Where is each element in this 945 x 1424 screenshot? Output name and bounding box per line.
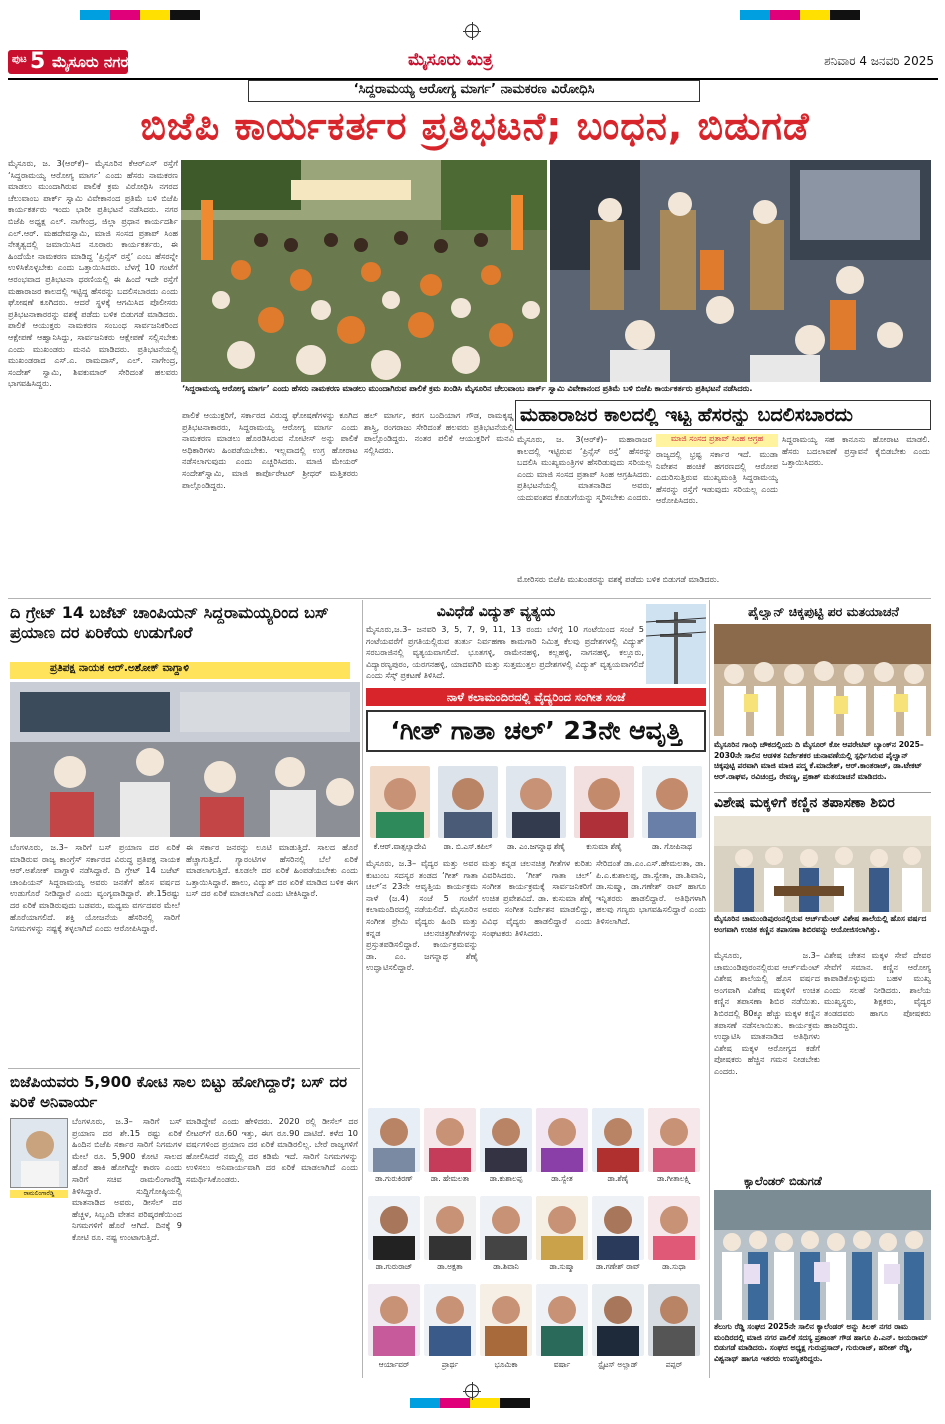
portrait-row4-3 (480, 1284, 532, 1356)
portrait-row4-2 (424, 1284, 476, 1356)
eye-body-1: ಮೈಸೂರು, ಜ.3– ಚಾಮುಂಡಿಪುರಂನಲ್ಲಿರುವ ಆರ್ಚ್‌ಮೆಂಟ್ ವಿಶೇಷ ಶಾಲೆಯಲ್ಲಿ ಹೊಸ ವರ್ಷದ ಅಂಗವಾಗಿ ವಿಶೇಷ ಮಕ್ಕಳಿಗೆ ಉಚಿತ ಕಣ್ಣಿನ ತಪಾಸಣಾ ಶಿಬಿರ ನಡೆಯಿತು. ಶಿಬಿರದಲ್ಲಿ 80ಕ್ಕೂ ಹೆಚ್ಚು ಮಕ್ಕಳ ಕಣ್ಣಿನ ತಪಾಸಣೆ ನಡೆಸಲಾಯಿತು. ಕಾರ್ಯಕ್ರಮ ಉದ್ಘಾಟಿಸಿ ಮಾತನಾಡಿದ ಅತಿಥಿಗಳು ವಿಶೇಷ ಮಕ್ಕಳ ಆರೋಗ್ಯದ ಕಡೆಗೆ ಪೋಷಕರು ಹೆಚ್ಚಿನ ಗಮನ ನೀಡಬೇಕು ಎಂದರು. (714, 950, 820, 1076)
portrait-row4-5 (592, 1284, 644, 1356)
page-number: 5 (30, 49, 46, 74)
portrait-row3-name-6: ಡಾ.ಸುಧಾ (662, 1262, 686, 1271)
eye-checkup-photo (714, 816, 931, 912)
bus-body-1: ಬೆಂಗಳೂರು, ಜ.3– ಸಾರಿಗೆ ಬಸ್ ಪ್ರಯಾಣ ದರ ಏರಿಕೆ ಮಾಡಿರುವ ರಾಜ್ಯ ಕಾಂಗ್ರೆಸ್ ಸರ್ಕಾರದ ವಿರುದ್ಧ ಪ್ರತಿಪಕ್ಷ ನಾಯಕ ಆರ್.ಅಶೋಕ್ ವಾಗ್ದಾಳಿ ನಡೆಸಿದ್ದಾರೆ. ದಿ ಗ್ರೇಟ್ 14 ಬಜೆಟ್ ಚಾಂಪಿಯನ್ ಸಿದ್ದರಾಮಯ್ಯ ಅವರು ಜನತೆಗೆ ಹೊಸ ವರ್ಷದ ಉಡುಗೊರೆ ನೀಡಿದ್ದಾರೆ ಎಂದು ವ್ಯಂಗ್ಯವಾಡಿದ್ದಾರೆ. ಶೇ.15ರಷ್ಟು ದರ ಏರಿಕೆ ಮಾಡಿರುವುದು ಬಡವರು, ಮಧ್ಯಮ ವರ್ಗದವರ ಮೇಲೆ ಹೊರೆಯಾಗಲಿದೆ. ಶಕ್ತಿ ಯೋಜನೆಯ ಹೆಸರಿನಲ್ಲಿ ಸಾರಿಗೆ ನಿಗಮಗಳನ್ನು ನಷ್ಟಕ್ಕೆ ತಳ್ಳಲಾಗಿದೆ ಎಂದು ಆರೋಪಿಸಿದ್ದಾರೆ. (10, 842, 180, 934)
police-detention-photo (550, 160, 931, 382)
portrait-row3-5 (592, 1196, 644, 1260)
color-bar-bottom (410, 1398, 530, 1408)
portrait-row4-6 (648, 1284, 700, 1356)
portrait-row2-name-2: ಡಾ. ಹೇಮಲತಾ (430, 1174, 470, 1183)
calendar-headline: ಕ್ಯಾಲೆಂಡರ್ ಬಿಡುಗಡೆ (744, 1174, 822, 1188)
portrait-row3-name-2: ಡಾ.ಅಕ್ಷತಾ (437, 1262, 463, 1271)
concert-kicker: ನಾಳೆ ಕಲಾಮಂದಿರದಲ್ಲಿ ವೈದ್ಯರಿಂದ ಸಂಗೀತ ಸಂಜೆ (366, 688, 706, 706)
campaign-group-photo (714, 624, 931, 736)
concert-portraits-row1 (366, 756, 706, 856)
portrait-4 (574, 766, 634, 838)
portrait-1 (370, 766, 430, 838)
color-bar-top-left (80, 10, 200, 20)
horizontal-divider (8, 598, 931, 599)
registration-mark-top (465, 24, 479, 38)
portrait-row4-4 (536, 1284, 588, 1356)
column-divider-left (362, 600, 363, 1378)
power-line-photo (646, 604, 706, 684)
lead-photo-caption: ‘ಸಿದ್ದರಾಮಯ್ಯ ಆರೋಗ್ಯ ಮಾರ್ಗ’ ಎಂದು ಹೆಸರು ನಾಮಕರಣ ಮಾಡಲು ಮುಂದಾಗಿರುವ ಪಾಲಿಕೆ ಕ್ರಮ ಖಂಡಿಸಿ ಮೈಸೂರಿನ ಚೆಲುವಾಂಬ ಪಾರ್ಕ್ ಸ್ವಾಮಿ ವಿವೇಕಾನಂದ ಪ್ರತಿಮೆ ಬಳಿ ಬಿಜೆಪಿ ಕಾರ್ಯಕರ್ತರು ಪ್ರತಿಭಟನೆ ನಡೆಸಿದರು. (182, 384, 753, 393)
column-divider-right (709, 600, 710, 1378)
maharaja-tail: ಮೋರಿಸರು ಬಿಜೆಪಿ ಮುಖಂಡರನ್ನು ವಶಕ್ಕೆ ಪಡೆದು ಬಳಿಕ ಬಿಡುಗಡೆ ಮಾಡಿದರು. (517, 574, 720, 584)
power-body: ಮೈಸೂರು,ಜ.3– ಜನವರಿ 3, 5, 7, 9, 11, 13 ರಂದು ಬೆಳಿಗ್ಗೆ 10 ಗಂಟೆಯಿಂದ ಸಂಜೆ 5 ಗಂಟೆಯವರೆಗೆ ಪ್ರಗತಿಯಲ್ಲಿರುವ ತುರ್ತು ನಿರ್ವಹಣಾ ಕಾಮಗಾರಿ ನಿಮಿತ್ತ ಕೆಲವು ಪ್ರದೇಶಗಳಲ್ಲಿ ವಿದ್ಯುತ್ ಸರಬರಾಜಿನಲ್ಲಿ ವ್ಯತ್ಯಯವಾಗಲಿದೆ. ಭೂತಗಳ್ಳಿ, ರಾಮೇನಹಳ್ಳಿ, ಕಲ್ಲಹಳ್ಳಿ, ನಾಗನಹಳ್ಳಿ, ಕಲ್ಲೂರು, ವಿದ್ಯಾರಣ್ಯಪುರಂ, ಯರಗನಹಳ್ಳಿ, ಯಾದವಗಿರಿ ಮತ್ತು ಸುತ್ತಮುತ್ತಲ ಪ್ರದೇಶಗಳಲ್ಲಿ ವಿದ್ಯುತ್ ವ್ಯತ್ಯಯವಾಗಲಿದೆ ಎಂದು ಸೆಸ್ಕ್ ಪ್ರಕಟಣೆ ತಿಳಿಸಿದೆ. (366, 624, 644, 681)
bus-headline: ದಿ ಗ್ರೇಟ್ 14 ಬಜೆಟ್ ಚಾಂಪಿಯನ್ ಸಿದ್ದರಾಮಯ್ಯರಿಂದ ಬಸ್ ಪ್ರಯಾಣ ದರ ಏರಿಕೆಯ ಉಡುಗೊರೆ (10, 603, 329, 642)
portrait-row4-name-6: ಪಪ್ಪರ್ (665, 1360, 683, 1369)
concert-body-2: ಮತ್ತು ಕನ್ನಡ ಚಲನಚಿತ್ರ ಗೀತೆಗಳ ಕುರಿತು ವಿವರಿಸಿದರು. ‘ಗೀತ್ ಗಾತಾ ಚಲ್’ ಸಂಗೀತ ಕಾರ್ಯಕ್ರಮಕ್ಕೆ ಸಾರ್ವಜನಿಕರಿಗೆ ಉಚಿತ ಪ್ರವೇಶವಿದೆ. ಡಾ. ಕುಸುಮಾ ಶೆಣೈ ಅವರು ಸಂಗೀತ ನಿರ್ದೇಶನ ಮಾಡಲಿದ್ದು, ವಿವಿಧ ವೈದ್ಯರು ಹಾಡಲಿದ್ದಾರೆ ಎಂದು ಸಂಘಟಕರು ತಿಳಿಸಿದರು. (482, 858, 592, 938)
portrait-row3-4 (536, 1196, 588, 1260)
loan-body-1: ಬೆಂಗಳೂರು, ಜ.3– ಸಾರಿಗೆ ಬಸ್ ಪ್ರಯಾಣ ದರ ಶೇ.15 ರಷ್ಟು ಏರಿಕೆ ಹಿಂದಿನ ಬಿಜೆಪಿ ಸರ್ಕಾರ ಸಾರಿಗೆ ನಿಗಮಗಳ ಮೇಲೆ ರೂ. 5,900 ಕೋಟಿ ಸಾಲದ ಹೊರೆ ಹಾಕಿ ಹೋಗಿದ್ದೇ ಕಾರಣ ಎಂದು ಸಾರಿಗೆ ಸಚಿವ ರಾಮಲಿಂಗಾರೆಡ್ಡಿ ತಿಳಿಸಿದ್ದಾರೆ. ಸುದ್ದಿಗೋಷ್ಠಿಯಲ್ಲಿ ಮಾತನಾಡಿದ ಅವರು, ಡೀಸೆಲ್ ದರ ಹೆಚ್ಚಳ, ಸಿಬ್ಬಂದಿ ವೇತನ ಪರಿಷ್ಕರಣೆಯಿಂದ ನಿಗಮಗಳಿಗೆ ಹೊರೆ ಆಗಿದೆ. ದಿನಕ್ಕೆ 9 ಕೋಟಿ ರೂ. ನಷ್ಟ ಉಂಟಾಗುತ್ತಿದೆ. (72, 1116, 182, 1242)
portrait-name-4: ಕುಸುಮಾ ಶೆಣೈ (586, 842, 622, 851)
section-name: ಮೈಸೂರು ನಗರ (52, 53, 129, 71)
loan-headline: ಬಿಜೆಪಿಯವರು 5,900 ಕೋಟಿ ಸಾಲ ಬಿಟ್ಟು ಹೋಗಿದ್ದಾರೆ; ಬಸ್ ದರ ಏರಿಕೆ ಅನಿವಾರ್ಯ (10, 1073, 348, 1111)
portrait-row3-6 (648, 1196, 700, 1260)
page-label: ಪುಟ (12, 54, 27, 65)
concert-body-3: ಸೇರಿದಂತೆ ಡಾ.ಎಂ.ಎಸ್.ಹೇಮಲತಾ, ಡಾ. ಪಿ.ಎ.ಕುಶಾಲಪ್ಪ, ಡಾ.ಸ್ವೇತಾ, ಡಾ.ಶಿವಾನಿ, ಡಾ.ಸುಷ್ಮಾ, ಡಾ.ಗಣೇಶ್ ರಾವ್ ಹಾಗೂ ಇನ್ನಿತರರು ಹಾಡಲಿದ್ದಾರೆ. ಅತಿಥಿಗಳಾಗಿ ಹಲವು ಗಣ್ಯರು ಭಾಗವಹಿಸಲಿದ್ದಾರೆ ಎಂದು ತಿಳಿಸಲಾಗಿದೆ. (596, 858, 706, 926)
portrait-row3-name-4: ಡಾ.ಸುಷ್ಮಾ (549, 1262, 575, 1271)
pailwan-photo (714, 624, 931, 736)
loan-body-2: ಮಾಡಿದ್ದೇವೆ ಎಂದು ಹೇಳಿದರು. 2020 ರಲ್ಲಿ ಡೀಸೆಲ್ ದರ ಲೀಟರ್‌ಗೆ ರೂ.60 ಇತ್ತು, ಈಗ ರೂ.90 ದಾಟಿದೆ. ಕಳೆದ 10 ವರ್ಷಗಳಿಂದ ಪ್ರಯಾಣ ದರ ಏರಿಕೆ ಮಾಡಿರಲಿಲ್ಲ. ಬೇರೆ ರಾಜ್ಯಗಳಿಗೆ ಹೋಲಿಸಿದರೆ ನಮ್ಮಲ್ಲಿ ದರ ಕಡಿಮೆ ಇದೆ. ಸಾರಿಗೆ ನಿಗಮಗಳನ್ನು ಉಳಿಸಲು ಅನಿವಾರ್ಯವಾಗಿ ದರ ಏರಿಕೆ ಮಾಡಲಾಗಿದೆ ಎಂದು ಸಮರ್ಥಿಸಿಕೊಂಡರು. (186, 1116, 358, 1184)
lead-kicker: ‘ಸಿದ್ದರಾಮಯ್ಯ ಆರೋಗ್ಯ ಮಾರ್ಗ’ ನಾಮಕರಣ ವಿರೋಧಿಸಿ (353, 82, 595, 97)
portrait-row4-name-5: ಸ್ಟೈಟಸ್ ಅಲ್ಲಾಡ್ (598, 1360, 638, 1369)
portrait-5 (642, 766, 702, 838)
bus-kicker: ಪ್ರತಿಪಕ್ಷ ನಾಯಕ ಆರ್.ಅಶೋಕ್ ವಾಗ್ದಾಳಿ (10, 662, 350, 679)
portrait-name-1: ಕೆ.ಆರ್.ವಾತ್ಸಲ್ಯಾದೇವಿ (373, 842, 427, 851)
lead-headline: ಬಿಜೆಪಿ ಕಾರ್ಯಕರ್ತರ ಪ್ರತಿಭಟನೆ; ಬಂಧನ, ಬಿಡುಗಡೆ (140, 104, 810, 148)
registration-mark-bottom (465, 1384, 479, 1398)
portrait-row2-1 (368, 1108, 420, 1172)
portrait-3 (506, 766, 566, 838)
portrait-2 (438, 766, 498, 838)
calendar-release-photo (714, 1190, 931, 1320)
portrait-row2-name-1: ಡಾ.ಗುರುಕಿರಣ್ (375, 1174, 413, 1183)
portrait-row3-name-1: ಡಾ.ಗುರುರಾಜ್ (375, 1262, 413, 1271)
maharaja-body-1: ಮೈಸೂರು, ಜ. 3(ಆರ್‌ಕೆ)– ಮಹಾರಾಜರ ಕಾಲದಲ್ಲಿ ಇಟ್ಟಿರುವ ‘ಪ್ರಿನ್ಸೆಸ್ ರಸ್ತೆ’ ಹೆಸರನ್ನು ಬದಲಿಸಿ ಮುಖ್ಯಮಂತ್ರಿಗಳ ಹೆಸರಿಡುವುದು ಸರಿಯಲ್ಲ ಎಂದು ಮಾಜಿ ಸಂಸದ ಪ್ರತಾಪ್ ಸಿಂಹ ಆಗ್ರಹಿಸಿದರು. ಪ್ರತಿಭಟನೆಯಲ್ಲಿ ಮಾತನಾಡಿದ ಅವರು, ಯದುವಂಶದ ಕೊಡುಗೆಯನ್ನು ಸ್ಮರಿಸಬೇಕು ಎಂದರು. (517, 434, 652, 502)
page-header (8, 44, 938, 78)
lead-body-col2: ಪಾಲಿಕೆ ಆಯುಕ್ತರಿಗೆ, ಸರ್ಕಾರದ ವಿರುದ್ಧ ಘೋಷಣೆಗಳನ್ನು ಕೂಗಿದ ಪ್ರತಿಭಟನಾಕಾರರು, ಸಿದ್ದರಾಮಯ್ಯ ಆರೋಗ್ಯ ಮಾರ್ಗ ಎಂದು ನಾಮಕರಣ ಮಾಡಲು ಹೊರಡಿಸಿರುವ ನೋಟೀಸ್ ಅನ್ನು ಪಾಲಿಕೆ ಅಧಿಕಾರಿಗಳು ಹಿಂಪಡೆಯಬೇಕು. ಇಲ್ಲವಾದಲ್ಲಿ ಉಗ್ರ ಹೋರಾಟ ನಡೆಸಲಾಗುವುದು ಎಂದು ಎಚ್ಚರಿಸಿದರು. ಮಾಜಿ ಮೇಯರ್ ಸಂದೇಶ್‌ಸ್ವಾಮಿ, ಮಾಜಿ ಕಾರ್ಪೊರೇಟರ್ ಶ್ರೀಧರ್ ಮತ್ತಿತರರು ಪಾಲ್ಗೊಂಡಿದ್ದರು. (182, 410, 358, 490)
minister-photo (10, 1118, 68, 1188)
portrait-row3-1 (368, 1196, 420, 1260)
portrait-row3-name-5: ಡಾ.ಗಣೇಶ್ ರಾವ್ (595, 1262, 641, 1271)
portrait-name-3: ಡಾ. ಎಂ.ಜಗನ್ನಾಥ ಶೆಣೈ (506, 842, 565, 851)
portrait-row2-name-3: ಡಾ.ಕುಶಾಲಪ್ಪ (489, 1174, 523, 1183)
concert-body-1: ಮೈಸೂರು, ಜ.3– ವೈದ್ಯರ ಮತ್ತು ಅವರ ಕುಟುಂಬ ಸದಸ್ಯರ ತಂಡದ ‘ಗೀತ್ ಗಾತಾ ಚಲ್’ನ 23ನೇ ಆವೃತ್ತಿಯ ಕಾರ್ಯಕ್ರಮ ನಾಳೆ (ಜ.4) ಸಂಜೆ 5 ಗಂಟೆಗೆ ಕಲಾಮಂದಿರದಲ್ಲಿ ನಡೆಯಲಿದೆ. ಮೈಸೂರಿನ ಸಂಗೀತ ಪ್ರೇಮಿ ವೈದ್ಯರು ಹಿಂದಿ ಮತ್ತು ಕನ್ನಡ ಚಲನಚಿತ್ರಗೀತೆಗಳನ್ನು ಪ್ರಸ್ತುತಪಡಿಸಲಿದ್ದಾರೆ. ಕಾರ್ಯಕ್ರಮವನ್ನು ಡಾ. ಎಂ. ಜಗನ್ನಾಥ ಶೆಣೈ ಉದ್ಘಾಟಿಸಲಿದ್ದಾರೆ. (366, 858, 478, 973)
concert-headline: ‘ಗೀತ್ ಗಾತಾ ಚಲ್’ 23ನೇ ಆವೃತ್ತಿ (366, 710, 706, 752)
portrait-name-2: ಡಾ. ಬಿ.ಎಸ್.ಕಪಿಲ್ (443, 842, 493, 851)
portrait-row2-3 (480, 1108, 532, 1172)
eye-camp-photo (714, 816, 931, 912)
bus-loan-divider (8, 1068, 360, 1069)
maharaja-body-3: ಸಿದ್ದರಾಮಯ್ಯ ಸಹ ಕಾನೂನು ಹೋರಾಟ ಮಾಡಲಿ. ಹೆಸರು ಬದಲಾವಣೆ ಪ್ರಸ್ತಾವನೆ ಕೈಬಿಡಬೇಕು ಎಂದು ಒತ್ತಾಯಿಸಿದರು. (782, 434, 930, 468)
bus-protest-photo (10, 682, 360, 837)
eye-caption: ಮೈಸೂರಿನ ಚಾಮುಂಡಿಪುರಂನಲ್ಲಿರುವ ಆರ್ಚ್‌ಮೆಂಟ್ ವಿಶೇಷ ಶಾಲೆಯಲ್ಲಿ ಹೊಸ ವರ್ಷದ ಅಂಗವಾಗಿ ಉಚಿತ ಕಣ್ಣಿನ ತಪಾಸಣಾ ಶಿಬಿರವನ್ನು ಆಯೋಜಿಸಲಾಗಿತ್ತು. (714, 914, 927, 934)
portrait-row2-5 (592, 1108, 644, 1172)
portrait-row4-name-4: ವರ್ಷಾ (553, 1360, 571, 1369)
portrait-row4-name-2: ಪ್ರಾರ್ಥ (441, 1360, 459, 1369)
issue-date: ಶನಿವಾರ 4 ಜನವರಿ 2025 (824, 54, 934, 68)
bus-body-2: ಈ ಸರ್ಕಾರ ಜನರನ್ನು ಲೂಟಿ ಮಾಡುತ್ತಿದೆ. ಸಾಲದ ಹೊರೆ ಹೆಚ್ಚಾಗುತ್ತಿದೆ. ಗ್ಯಾರಂಟಿಗಳ ಹೆಸರಿನಲ್ಲಿ ಬೆಲೆ ಏರಿಕೆ ಮಾಡಲಾಗುತ್ತಿದೆ. ಕೂಡಲೇ ದರ ಏರಿಕೆ ಹಿಂಪಡೆಯಬೇಕು ಎಂದು ಒತ್ತಾಯಿಸಿದ್ದಾರೆ. ಹಾಲು, ವಿದ್ಯುತ್ ದರ ಏರಿಕೆ ಮಾಡಿದ ಬಳಿಕ ಈಗ ಬಸ್ ದರ ಏರಿಕೆ ಮಾಡಲಾಗಿದೆ ಎಂದು ಟೀಕಿಸಿದ್ದಾರೆ. (186, 842, 358, 899)
protest-crowd-photo (181, 160, 547, 382)
color-bar-top-right (740, 10, 860, 20)
lead-photo-left (181, 160, 547, 382)
portrait-name-5: ಡಾ. ಗೋಪಿನಾಥ (652, 842, 692, 851)
pailwan-headline: ಪೈಲ್ವಾನ್ ಚಿಕ್ಕಪುಟ್ಟಿ ಪರ ಮತಯಾಚನೆ (748, 604, 899, 619)
portrait-row2-2 (424, 1108, 476, 1172)
portrait-row2-name-5: ಡಾ.ಶೆಣೈ (607, 1174, 629, 1183)
concert-portraits-grid (366, 1104, 706, 1380)
lead-photo-right (550, 160, 931, 382)
portrait-row2-name-4: ಡಾ.ಸ್ವೇತ (551, 1174, 573, 1183)
minister-name: ರಾಮಲಿಂಗಾರೆಡ್ಡಿ (10, 1190, 68, 1198)
calendar-caption: ತೆಲುಗು ರೆಡ್ಡಿ ಸಂಘದ 2025ನೇ ಸಾಲಿನ ಕ್ಯಾಲೆಂಡರ್ ಅನ್ನು ತಿಲಕ್ ನಗರ ರಾಮ ಮಂದಿರದಲ್ಲಿ ಮಾಜಿ ನಗರ ಪಾಲಿಕೆ ಸದಸ್ಯ ಪ್ರಶಾಂತ್ ಗೌಡ ಹಾಗೂ ಪಿ.ಎನ್. ಜಯರಾಮ್ ಬಿಡುಗಡೆ ಮಾಡಿದರು. ಸಂಘದ ಅಧ್ಯಕ್ಷ ಗುರುಪ್ರಸಾದ್, ಗುರುರಾಜ್, ಹರೀಶ್ ರೆಡ್ಡಿ, ವಿಶ್ವನಾಥ್ ಹಾಗೂ ಇತರರು ಉಪಸ್ಥಿತರಿದ್ದರು. (714, 1322, 928, 1363)
portrait-row3-name-3: ಡಾ.ಶಿವಾನಿ (493, 1262, 519, 1271)
portrait-row2-name-6: ಡಾ.ಗೀತಾಲಕ್ಷ್ಮಿ (657, 1174, 691, 1183)
portrait-row4-1 (368, 1284, 420, 1356)
maharaja-headline: ಮಹಾರಾಜರ ಕಾಲದಲ್ಲಿ ಇಟ್ಟ ಹೆಸರನ್ನು ಬದಲಿಸಬಾರದು (520, 404, 853, 426)
lead-body-col3: ಹಲ್ ಮಾರ್ಗ, ಕರಗ ಬಂದಿಯಾಗ ಗೌಡ, ರಾಮಕೃಷ್ಣ ಶಾಸ್ತ್ರಿ, ರಂಗರಾಜು ಸೇರಿದಂತೆ ಹಲವರು ಪ್ರತಿಭಟನೆಯಲ್ಲಿ ಪಾಲ್ಗೊಂಡಿದ್ದರು. ನಂತರ ಪಲಿಕೆ ಆಯುಕ್ತರಿಗೆ ಮನವಿ ಸಲ್ಲಿಸಿದರು. (364, 410, 514, 455)
portrait-row4-name-1: ಆರ್ಯಾವರ್ (378, 1360, 410, 1369)
maharaja-quote-label: ಮಾಜಿ ಸಂಸದ ಪ್ರತಾಪ್ ಸಿಂಹ ಆಗ್ರಹ (656, 434, 778, 447)
eye-body-2: ವಿಶೇಷ ಚೇತನ ಮಕ್ಕಳ ಸೇವೆ ದೇವರ ಸೇವೆಗೆ ಸಮಾನ. ಕಣ್ಣಿನ ಆರೋಗ್ಯ ಕಾಪಾಡಿಕೊಳ್ಳುವುದು ಬಹಳ ಮುಖ್ಯ ಎಂದು ಸಲಹೆ ನೀಡಿದರು. ಶಾಲೆಯ ಮುಖ್ಯಸ್ಥರು, ಶಿಕ್ಷಕರು, ವೈದ್ಯರ ತಂಡದವರು ಹಾಗೂ ಪೋಷಕರು ಹಾಜರಿದ್ದರು. (824, 950, 931, 1030)
portrait-row4-name-3: ಭೂಮಿಕಾ (494, 1360, 518, 1369)
bus-protest-image (10, 682, 360, 837)
portrait-row2-4 (536, 1108, 588, 1172)
portrait-row2-6 (648, 1108, 700, 1172)
electric-pole-icon (646, 604, 706, 684)
lead-body: ಮೈಸೂರು, ಜ. 3(ಆರ್‌ಕೆ)– ಮೈಸೂರಿನ ಕೆಆರ್‌ಎಸ್ ರಸ್ತೆಗೆ ‘ಸಿದ್ದರಾಮಯ್ಯ ಆರೋಗ್ಯ ಮಾರ್ಗ’ ಎಂದು ಹೆಸರು ನಾಮಕರಣ ಮಾಡಲು ಮುಂದಾಗಿರುವ ಪಾಲಿಕೆ ಕ್ರಮ ವಿರೋಧಿಸಿ ನಗರದ ಚೆಲುವಾಂಬ ಪಾರ್ಕ್ ಸ್ವಾಮಿ ವಿವೇಕಾನಂದ ಪ್ರತಿಮೆ ಬಳಿ ಬಿಜೆಪಿ ಕಾರ್ಯಕರ್ತರು ಇಂದು ಭಾರೀ ಪ್ರತಿಭಟನೆ ನಡೆಸಿದರು. ನಗರ ಬಿಜೆಪಿ ಅಧ್ಯಕ್ಷ ಎಲ್. ನಾಗೇಂದ್ರ, ಜಿಲ್ಲಾ ಪ್ರಧಾನ ಕಾರ್ಯದರ್ಶಿ ಎಲ್.ಆರ್. ಮಹದೇವಸ್ವಾಮಿ, ಮಾಜಿ ಸಂಸದ ಪ್ರತಾಪ್ ಸಿಂಹ ನೇತೃತ್ವದಲ್ಲಿ ಜಮಾಯಿಸಿದ ನೂರಾರು ಕಾರ್ಯಕರ್ತರು, ಈ ಹಿಂದೆಯೇ ನಾಮಕರಣ ಮಾಡಿದ್ದ ‘ಪ್ರಿನ್ಸೆಸ್ ರಸ್ತೆ’ ಎಂಬ ಹೆಸರನ್ನೇ ಉಳಿಸಿಕೊಳ್ಳಬೇಕು ಎಂದು ಒತ್ತಾಯಿಸಿದರು. ಬೆಳಗ್ಗೆ 10 ಗಂಟೆಗೆ ಆರಂಭವಾದ ಪ್ರತಿಭಟನಾ ಧರಣಿಯಲ್ಲಿ ಈ ಹಿಂದೆ ಇದೇ ರಸ್ತೆಗೆ ಮಹಾರಾಜರ ಕಾಲದಲ್ಲಿ ಇಟ್ಟಿದ್ದ ಹೆಸರನ್ನು ಬದಲಿಸಬಾರದು ಎಂದು ಘೋಷಣೆ ಕೂಗಿದರು. ಆದರೆ ಸ್ಥಳಕ್ಕೆ ಆಗಮಿಸಿದ ಪೊಲೀಸರು ಪ್ರತಿಭಟನಾಕಾರರನ್ನು ವಶಕ್ಕೆ ಪಡೆದು ಬಳಿಕ ಬಿಡುಗಡೆ ಮಾಡಿದರು. ಪಾಲಿಕೆ ಆಯುಕ್ತರು ನಾಮಕರಣ ಸಂಬಂಧ ಸಾರ್ವಜನಿಕರಿಂದ ಆಕ್ಷೇಪಣೆ ಆಹ್ವಾನಿಸಿದ್ದು, ಸಾರ್ವಜನಿಕರು ಆಕ್ಷೇಪಣೆ ಸಲ್ಲಿಸಬೇಕು ಎಂದು ಮುಖಂಡರು ಮನವಿ ಮಾಡಿದರು. ಪ್ರತಿಭಟನೆಯಲ್ಲಿ ಮುಖಂಡರಾದ ಎಸ್.ಎ. ರಾಮದಾಸ್, ಎಲ್. ನಾಗೇಂದ್ರ, ಸಂದೇಶ್ ಸ್ವಾಮಿ, ಶಿವಕುಮಾರ್ ಸೇರಿದಂತೆ ಹಲವರು ಭಾಗವಹಿಸಿದ್ದರು. (8, 158, 178, 389)
eye-headline: ವಿಶೇಷ ಮಕ್ಕಳಿಗೆ ಕಣ್ಣಿನ ತಪಾಸಣಾ ಶಿಬಿರ (714, 792, 931, 814)
pailwan-caption: ಮೈಸೂರಿನ ಗಾಂಧಿ ಚೌಕದಲ್ಲಿಂದು ದಿ ಮೈಸೂರ್ ಕೋ ಆಪರೇಟಿವ್ ಬ್ಯಾಂಕ್‌ನ 2025–2030ನೇ ಸಾಲಿನ ಆಡಳಿತ ನಿರ್ದೇಶಕರ ಚುನಾವಣೆಯಲ್ಲಿ ಸ್ಪರ್ಧಿಸಿರುವ ಪೈಲ್ವಾನ್ ಚಿಕ್ಕಪುಟ್ಟಿ ಪರವಾಗಿ ಮಾಜಿ ಮಾಜಿ ಪದ್ಮ ಕೆ.ಮಾದೇಶ್, ಆರ್.ಕಾಂತರಾಜ್, ಡಾ.ಟೇಕಟ್ ಆರ್.ರಾಘವ, ರವಿಚಂದ್ರ, ರೇವಣ್ಣ, ಪ್ರಕಾಶ್ ಮತಯಾಚನೆ ಮಾಡಿದರು. (714, 740, 924, 781)
masthead-logo: ಮೈಸೂರು ಮಿತ್ರ (408, 50, 493, 70)
portrait-row3-3 (480, 1196, 532, 1260)
maharaja-body-2: ರಾಜ್ಯದಲ್ಲಿ ಭ್ರಷ್ಟ ಸರ್ಕಾರ ಇದೆ. ಮುಡಾ ನಿವೇಶನ ಹಂಚಿಕೆ ಹಗರಣದಲ್ಲಿ ಆರೋಪ ಎದುರಿಸುತ್ತಿರುವ ಮುಖ್ಯಮಂತ್ರಿ ಸಿದ್ದರಾಮಯ್ಯ ಹೆಸರನ್ನು ರಸ್ತೆಗೆ ಇಡುವುದು ಸರಿಯಲ್ಲ ಎಂದು ಆರೋಪಿಸಿದರು. (656, 449, 778, 506)
power-headline: ವಿವಿಧೆಡೆ ವಿದ್ಯುತ್ ವ್ಯತ್ಯಯ (436, 604, 556, 620)
calendar-photo (714, 1190, 931, 1320)
portrait-row3-2 (424, 1196, 476, 1260)
minister-portrait (11, 1119, 68, 1188)
